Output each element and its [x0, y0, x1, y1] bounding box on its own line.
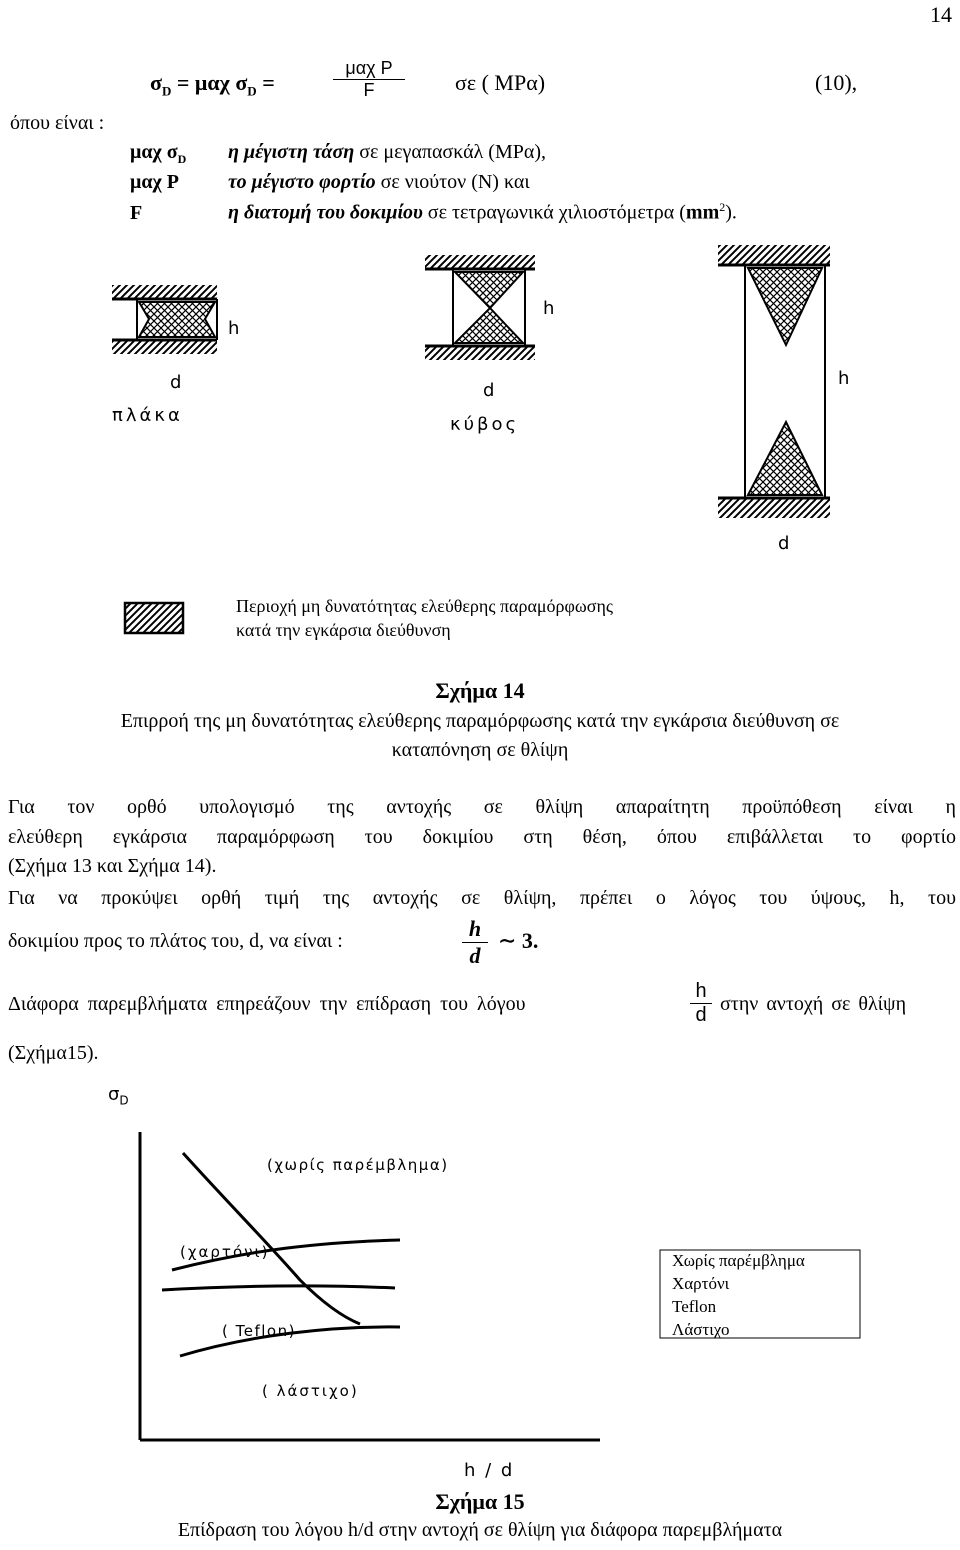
paragraph-3-right: στην αντοχή σε θλίψη [720, 993, 907, 1015]
legend-text-line2: κατά την εγκάρσια διεύθυνση [236, 620, 451, 640]
page-number: 14 [930, 2, 952, 27]
paragraph-1-line: Για τον ορθό υπολογισμό της αντοχής σε θλίψη απαραίτητη προϋπόθεση είναι η [8, 796, 956, 818]
legend-entry: Χαρτόνι [672, 1274, 730, 1293]
plate-h-label: h [228, 318, 240, 339]
definition-row [130, 171, 530, 194]
curve-teflon [162, 1286, 395, 1290]
figure-14-caption-title: Σχήμα 14 [435, 678, 525, 703]
paragraph-1-line: (Σχήμα 13 και Σχήμα 14). [8, 855, 217, 877]
cube-h-label: h [543, 298, 555, 319]
definition-rest: σε νιούτον (Ν) και [375, 171, 530, 193]
prism-top-cone [748, 268, 822, 345]
ratio-fraction-inline: h d [690, 980, 712, 1027]
cube-specimen [425, 255, 535, 360]
curve-label-cardboard: (χαρτόνι) [180, 1243, 270, 1261]
paragraph-1-line: ελεύθερη εγκάρσια παραμόρφωση του δοκιμίου στη θέση, όπου επιβάλλεται το φορτίο [8, 826, 956, 848]
legend-entry: Teflon [672, 1297, 717, 1316]
prism-bottom-cone [748, 422, 822, 495]
definition-rest: σε μεγαπασκάλ (ΜΡα), [354, 141, 546, 163]
paragraph-2-line: Για να προκύψει ορθή τιμή της αντοχής σε θλίψη, πρέπει ο λόγος του ύψους, h, του [8, 887, 956, 909]
ratio-fraction: h d [462, 916, 488, 969]
cube-d-label: d [483, 380, 495, 401]
curve-label-teflon: ( Teflon) [222, 1322, 296, 1340]
bottom-platen [425, 346, 535, 360]
bottom-platen [718, 498, 830, 518]
legend-text-line1: Περιοχή μη δυνατότητας ελεύθερης παραμόρφωσης [236, 596, 613, 616]
figure-15-caption-line: Επίδραση του λόγου h/d στην αντοχή σε θλίψη για διάφορα παρεμβλήματα [177, 1519, 783, 1541]
formula-fraction [333, 58, 405, 101]
definition-term: το μέγιστο φορτίο [228, 171, 376, 193]
definition-symbol: F [130, 201, 143, 224]
curve-label-no-insert: (χωρίς παρέμβλημα) [267, 1156, 449, 1174]
curve-no-insert [183, 1153, 360, 1324]
definition-symbol: μαχ $\sigma_D$ [130, 141, 187, 166]
prism-specimen [718, 245, 830, 518]
top-platen [425, 255, 535, 269]
definition-term: η διατομή του δοκιμίου [228, 201, 423, 224]
curve-label-rubber: ( λάστιχο) [262, 1382, 359, 1400]
paragraph-3-left: Διάφορα παρεμβλήματα επηρεάζουν την επίδραση του λόγου [8, 993, 526, 1015]
plate-d-label: d [170, 372, 182, 393]
formula-lhs: $\sigma_D = \mu\alpha\chi$ $\sigma_D$ = [150, 70, 275, 99]
prism-h-label: h [838, 368, 850, 389]
legend-entry: Χωρίς παρέμβλημα [672, 1251, 805, 1270]
paragraph-3-line2: (Σχήμα15). [8, 1042, 99, 1064]
definition-rest: σε τετραγωνικά χιλιοστόμετρα ( [422, 201, 686, 224]
formula-numerator: μαχ P [345, 58, 393, 78]
legend-entry: Λάστιχο [672, 1320, 730, 1339]
plate-label: πλάκα [112, 405, 183, 426]
figure-15-caption-title: Σχήμα 15 [435, 1489, 525, 1514]
figure-14-caption-line2: καταπόνηση σε θλίψη [391, 739, 569, 761]
plate-specimen [112, 285, 217, 354]
figure-15-chart [0, 1080, 960, 1480]
top-platen [718, 245, 830, 265]
definition-symbol: μαχ P [130, 171, 179, 193]
top-platen [112, 285, 217, 299]
cube-bottom-cone [455, 308, 523, 343]
formula-unit: σε ( ΜΡα) [455, 70, 546, 95]
formula-number: (10), [815, 70, 858, 95]
cube-label: κύβος [450, 414, 520, 435]
where-label: όπου είναι : [10, 112, 105, 134]
definition-term: η μέγιστη τάση [228, 141, 355, 163]
figure-14-caption-line1: Επιρροή της μη δυνατότητας ελεύθερης παραμόρφωσης κατά την εγκάρσια διεύθυνση σε [120, 710, 840, 732]
x-axis-label: h / d [464, 1460, 515, 1481]
formula-denominator: F [363, 80, 375, 100]
bottom-platen [112, 340, 217, 354]
definition-row: F η διατομή του δοκιμίου σε τετραγωνικά χιλιοστόμετρα $(mm^2)$. [130, 200, 737, 224]
legend-swatch [125, 603, 183, 633]
plate-constrained-region [139, 302, 215, 337]
definition-row [130, 141, 546, 167]
figure-14-drawing [0, 230, 960, 790]
y-axis-label: $\sigma_D$ [108, 1084, 129, 1108]
cube-top-cone [455, 272, 523, 308]
prism-d-label: d [778, 533, 790, 554]
ratio-value: ∼ 3. [498, 928, 539, 953]
paragraph-2-line: δοκιμίου προς το πλάτος του, d, να είναι : [8, 930, 343, 952]
